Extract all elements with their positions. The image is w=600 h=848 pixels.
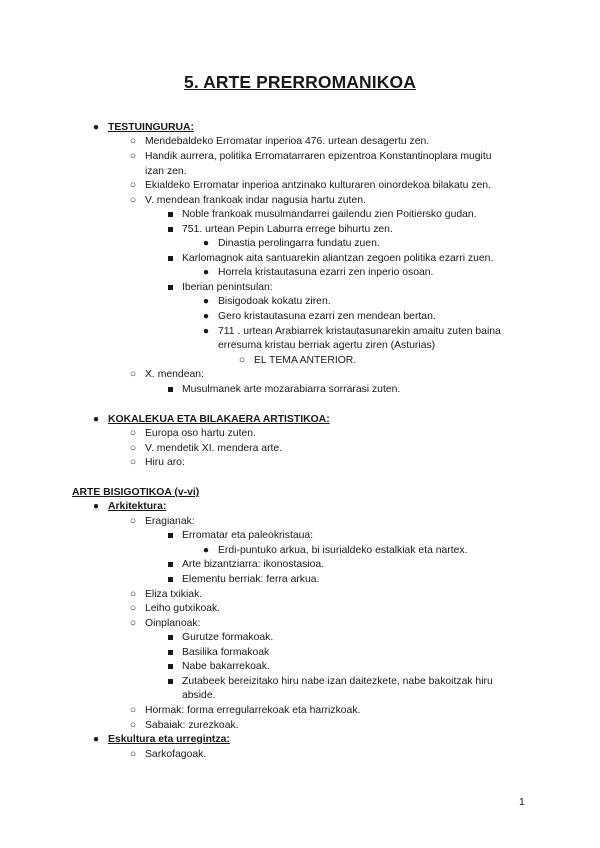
heading-testuingurua: TESTUINGURUA: <box>108 122 195 133</box>
list-item: 751. urtean Pepin Laburra errege bihurtu zen. <box>164 223 393 238</box>
list-item-cont: abside. <box>182 690 216 701</box>
list-item: ○ V. mendean frankoak indar nagusia hartu zuten. <box>129 195 366 206</box>
list-item: ● Gero kristautasuna ezarri zen mendean bertan. <box>202 311 436 322</box>
list-item: ○ Mendebaldeko Erromatar inperioa 476. urtean desagertu zen. <box>129 136 430 147</box>
list-item: Arte bizantziarra: ikonostasioa. <box>164 558 324 573</box>
bullet-testuingurua: ● TESTUINGURUA: <box>92 122 195 133</box>
list-item: Erromatar eta paleokristaua: <box>164 529 313 544</box>
list-item: Zutabeek bereizitako hiru nabe izan daitezkete, nabe bakoitzak hiru <box>164 675 493 690</box>
bullet-kokalekua: ● KOKALEKUA ETA BILAKAERA ARTISTIKOA: <box>92 414 330 425</box>
list-item: ● Erdi-puntuko arkua, bi isurialdeko estalkiak eta nartex. <box>202 545 468 556</box>
list-item: ○ Sabaiak: zurezkoak. <box>129 720 239 731</box>
bullet-eskultura: ● Eskultura eta urregintza: <box>92 734 230 745</box>
list-item: ○ Hormak: forma erregularrekoak eta harrizkoak. <box>129 705 361 716</box>
bullet-arkitektura: ● Arkitektura: <box>92 501 167 512</box>
heading-bisigotikoa: ARTE BISIGOTIKOA (v-vi) <box>72 487 200 498</box>
list-item: ○ Leiho gutxikoak. <box>129 603 221 614</box>
list-item: ○ X. mendean: <box>129 369 204 380</box>
list-item: Musulmanek arte mozarabiarra sorrarasi zuten. <box>164 383 400 398</box>
heading-kokalekua: KOKALEKUA ETA BILAKAERA ARTISTIKOA: <box>108 414 330 425</box>
list-item: ● 711 . urtean Arabiarrek kristautasunarekin amaitu zuten baina <box>202 326 501 337</box>
list-item: ○ Ekialdeko Erromatar inperioa antzinako kulturaren oinordekoa bilakatu zen. <box>129 180 491 191</box>
list-item: ○ V. mendetik XI. mendera arte. <box>129 443 283 454</box>
list-item: Elementu berriak: ferra arkua. <box>164 573 319 588</box>
list-item-cont: erresuma kristau berriak agertu ziren (Asturias) <box>218 340 436 351</box>
list-item: ● Dinastia perolingarra fundatu zuen. <box>202 238 380 249</box>
list-item: Karlomagnok aita santuarekin aliantzan zegoen politika ezarri zuen. <box>164 252 493 267</box>
heading-arkitektura: Arkitektura: <box>108 501 167 512</box>
list-item: ○ Oinplanoak: <box>129 618 201 629</box>
list-item: ○ Eliza txikiak. <box>129 589 203 600</box>
page-title: 5. ARTE PRERROMANIKOA <box>184 72 416 92</box>
heading-eskultura: Eskultura eta urregintza: <box>108 734 230 745</box>
list-item: ○ Europa oso hartu zuten. <box>129 428 256 439</box>
list-item: Basilika formakoak <box>164 646 269 661</box>
list-item: Noble frankoak musulmandarrei gailendu zien Poitiersko gudan. <box>164 208 477 223</box>
list-item: ○ Sarkofagoak. <box>129 749 207 760</box>
list-item: Iberian penintsulan: <box>164 281 273 296</box>
list-item: Gurutze formakoak. <box>164 631 273 646</box>
list-item: ○ Handik aurrera, politika Erromatarraren epizentroa Konstantinoplara mugitu <box>129 151 492 162</box>
list-item: ● Horrela kristautasuna ezarri zen inperio osoan. <box>202 267 434 278</box>
list-item: ○ Hiru aro: <box>129 457 185 468</box>
list-item: ● Bisigodoak kokatu ziren. <box>202 296 331 307</box>
list-item: ○ Eragianak: <box>129 516 195 527</box>
list-item: Nabe bakarrekoak. <box>164 660 270 675</box>
list-item-cont: izan zen. <box>145 166 187 177</box>
list-item: ○ EL TEMA ANTERIOR. <box>238 355 357 366</box>
page-number: 1 <box>519 797 525 808</box>
